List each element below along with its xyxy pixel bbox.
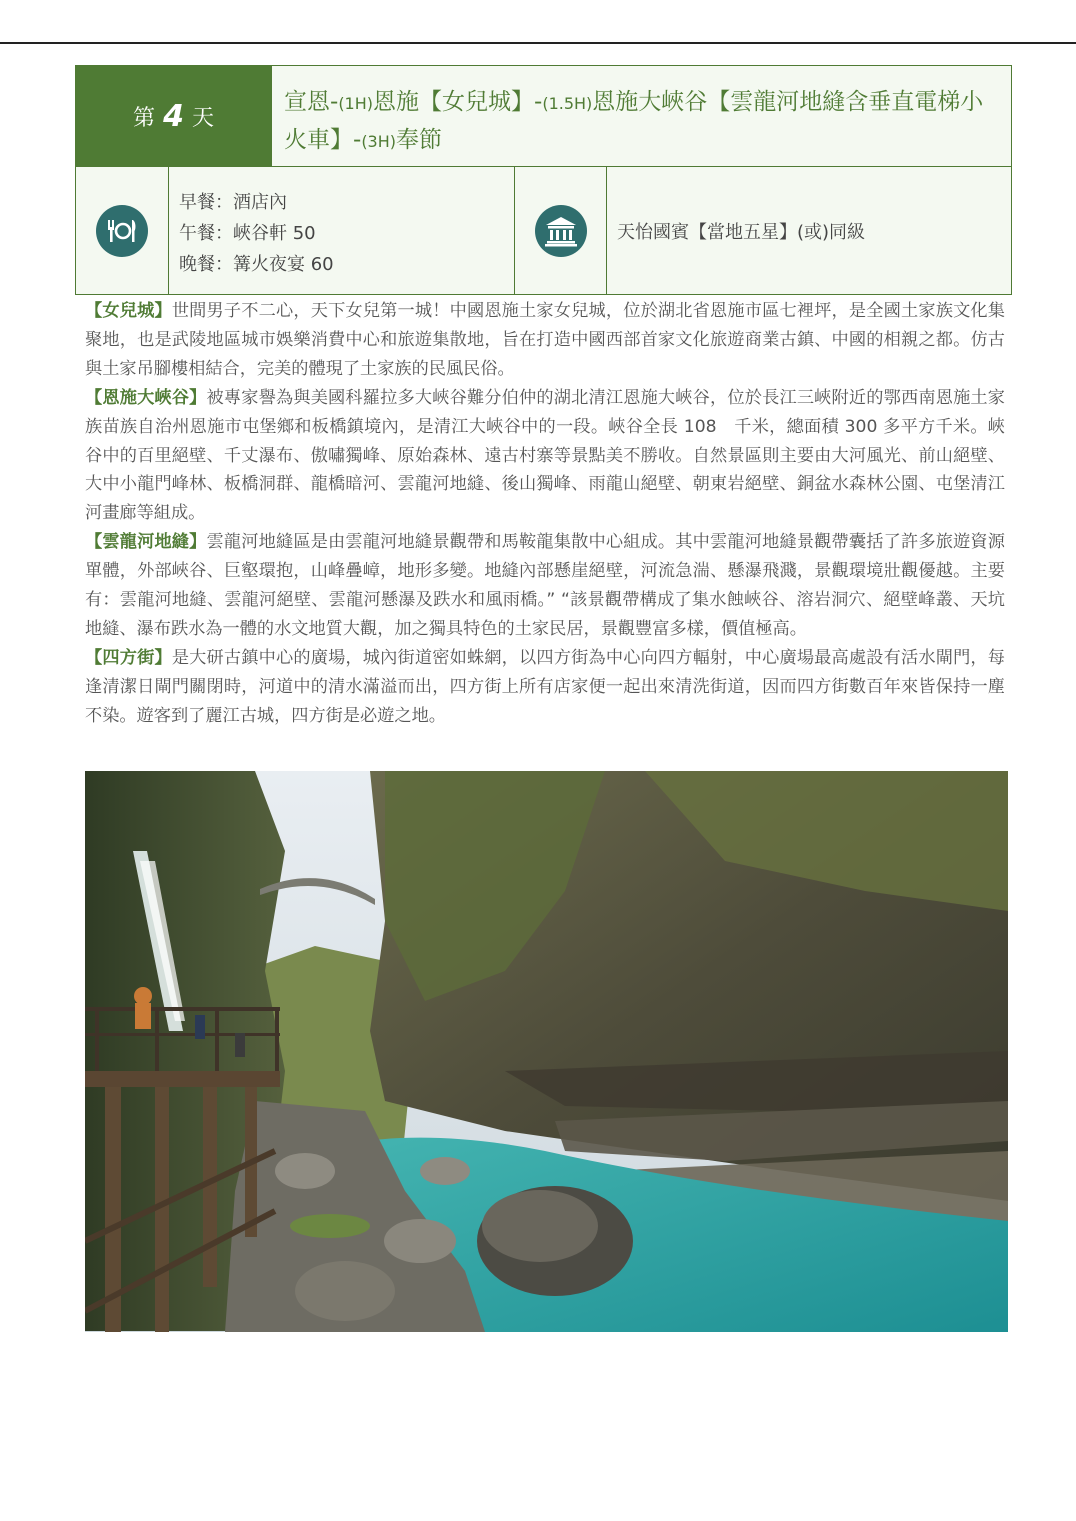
section-body: 是大研古鎮中心的廣場，城內街道密如蛛網，以四方街為中心向四方輻射，中心廣場最高處設有活水閘門，每逢清潔日閘門關閉時，河道中的清水滿溢而出，四方街上所有店家便一起出來清洗街道，因而四方街數百年來皆保持一塵不染。遊客到了麗江古城，四方街是必遊之地。 — [85, 647, 1005, 726]
section-body: 被專家譽為與美國科羅拉多大峽谷難分伯仲的湖北清江恩施大峽谷，位於長江三峽附近的鄂西南恩施土家族苗族自治州恩施市屯堡鄉和板橋鎮境內，是清江大峽谷中的一段。峽谷全長 108 千米，總面積 300 多平方千米。峽谷中的百里絕壁、千丈瀑布、傲嘯獨峰、原始森林、遠古村寨等景點美不勝收。自然景區則主要由大河風光、前山絕壁、大中小龍門峰林、板橋洞群、龍橋暗河、雲龍河地縫、後山獨峰、雨龍山絕壁、朝東岩絕壁、銅盆水森林公園、屯堡清江河畫廊等組成。 — [85, 387, 1005, 524]
meal-dinner: 晚餐：篝火夜宴 60 — [179, 254, 334, 275]
day-header — [75, 65, 1012, 167]
route-stop: 宣恩- — [284, 89, 339, 115]
section-title: 【恩施大峽谷】 — [85, 387, 207, 408]
route-stop: 恩施大峽谷【雲龍河地縫含垂直電梯小火車】- — [284, 89, 984, 153]
section-paragraph — [85, 644, 1005, 731]
day-label — [76, 66, 271, 166]
route-stop: 奉節 — [396, 127, 443, 153]
section-body: 雲龍河地縫區是由雲龍河地縫景觀帶和馬鞍龍集散中心組成。其中雲龍河地縫景觀帶囊括了許多旅遊資源單體，外部峽谷、巨壑環抱，山峰疊嶂，地形多變。地縫內部懸崖絕壁，河流急湍、懸瀑飛濺，景觀環境壯觀優越。主要有：雲龍河地縫、雲龍河絕壁、雲龍河懸瀑及跌水和風雨橋。” “該景觀帶構成了集水蝕峽谷、溶岩洞穴、絕壁峰叢、天坑地縫、瀑布跌水為一體的水文地質大觀，加之獨具特色的土家民居，景觀豐富多樣，價值極高。 — [85, 532, 1005, 639]
meal-lunch: 午餐：峽谷軒 50 — [179, 223, 316, 244]
itinerary-article — [85, 297, 1005, 731]
canyon-photo — [85, 771, 1008, 1332]
meals-icon-cell — [76, 167, 169, 294]
info-row — [75, 167, 1012, 295]
section-paragraph — [85, 384, 1005, 529]
hotel-building-icon — [535, 205, 587, 257]
route-duration: (1.5H) — [542, 94, 593, 113]
hotel-name: 天怡國賓【當地五星】(或)同級 — [617, 221, 866, 243]
section-body: 世間男子不二心，天下女兒第一城！中國恩施土家女兒城，位於湖北省恩施市區七裡坪，是全國土家族文化集聚地，也是武陵地區城市娛樂消費中心和旅遊集散地，旨在打造中國西部首家文化旅遊商業古鎮、中國的相親之都。仿古與土家吊腳樓相結合，完美的體現了土家族的民風民俗。 — [85, 301, 1005, 379]
section-paragraph — [85, 297, 1005, 384]
day-suffix: 天 — [191, 105, 214, 131]
section-paragraph — [85, 528, 1005, 644]
day-prefix: 第 — [133, 105, 156, 131]
hotel-icon-cell — [515, 167, 607, 294]
section-title: 【雲龍河地縫】 — [85, 532, 207, 553]
section-title: 【四方街】 — [85, 647, 172, 668]
meal-breakfast: 早餐：酒店內 — [179, 192, 287, 213]
meals-list — [169, 167, 515, 294]
route-duration: (1H) — [338, 94, 374, 113]
restaurant-icon — [96, 205, 148, 257]
route-stop: 恩施【女兒城】- — [373, 89, 543, 115]
section-title: 【女兒城】 — [85, 301, 172, 321]
route-title — [271, 66, 1011, 166]
top-rule — [0, 42, 1076, 44]
day-number: 4 — [163, 98, 184, 134]
route-duration: (3H) — [361, 132, 397, 151]
